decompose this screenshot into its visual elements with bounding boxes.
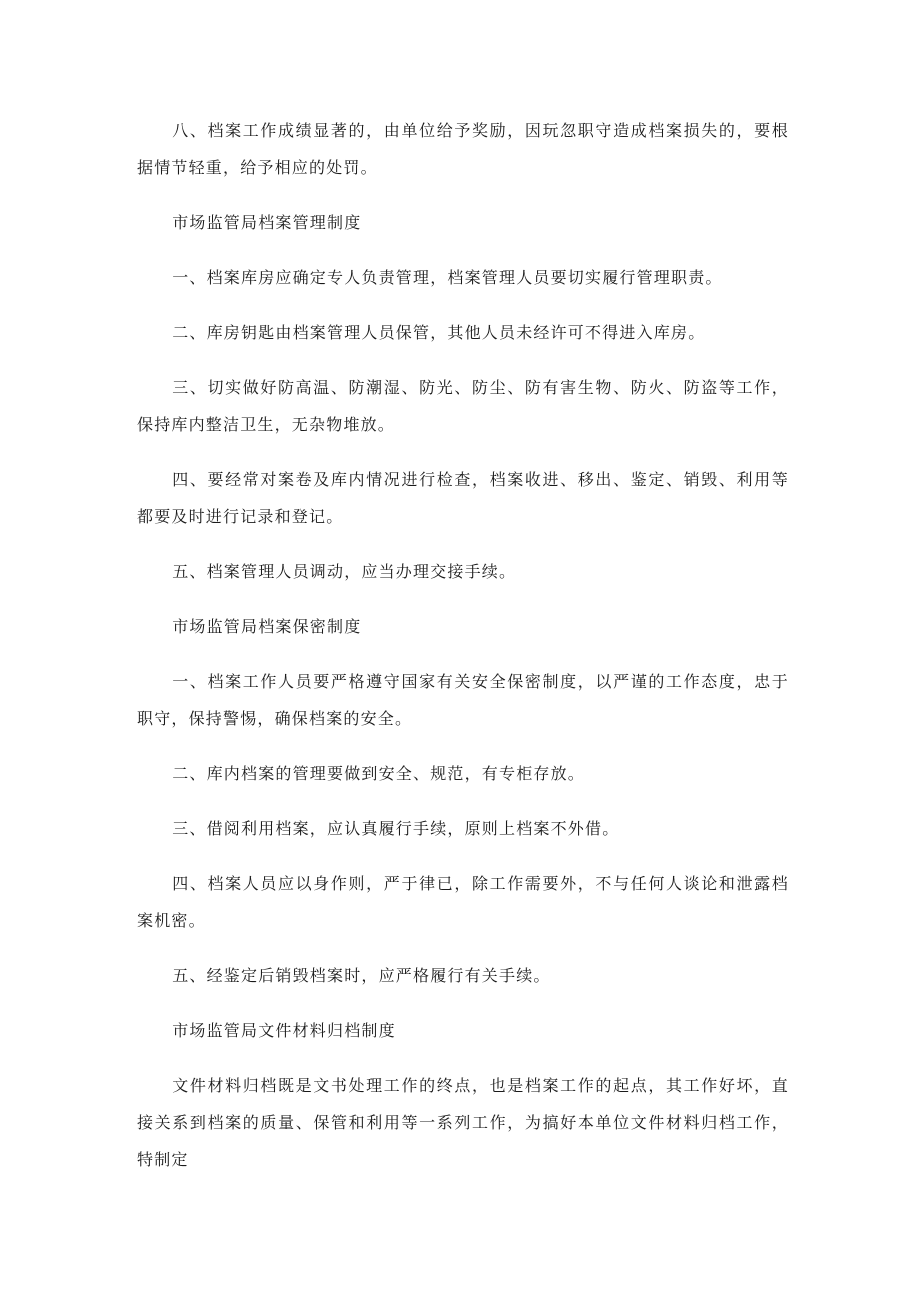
management-item-2: 二、库房钥匙由档案管理人员保管，其他人员未经许可不得进入库房。 bbox=[172, 323, 706, 342]
confidentiality-item-4: 四、档案人员应以身作则，严于律已，除工作需要外，不与任何人谈论和泄露档案机密。 bbox=[137, 874, 789, 930]
management-item-4: 四、要经常对案卷及库内情况进行检查，档案收进、移出、鉴定、销毁、利用等都要及时进行记录和登记。 bbox=[137, 470, 789, 526]
section-title-confidentiality: 市场监管局档案保密制度 bbox=[172, 617, 362, 636]
management-item-5: 五、档案管理人员调动，应当办理交接手续。 bbox=[172, 562, 517, 581]
confidentiality-item-3: 三、借阅利用档案，应认真履行手续，原则上档案不外借。 bbox=[172, 819, 620, 838]
section-title-filing: 市场监管局文件材料归档制度 bbox=[172, 1021, 396, 1040]
document-body bbox=[137, 112, 789, 1196]
paragraph-item-eight: 八、档案工作成绩显著的，由单位给予奖励，因玩忽职守造成档案损失的，要根据情节轻重，给予相应的处罚。 bbox=[137, 121, 789, 177]
confidentiality-item-2: 二、库内档案的管理要做到安全、规范，有专柜存放。 bbox=[172, 764, 585, 783]
confidentiality-item-5: 五、经鉴定后销毁档案时，应严格履行有关手续。 bbox=[172, 966, 551, 985]
management-item-1: 一、档案库房应确定专人负责管理，档案管理人员要切实履行管理职责。 bbox=[172, 268, 723, 287]
filing-intro-paragraph: 文件材料归档既是文书处理工作的终点，也是档案工作的起点，其工作好坏，直接关系到档案的质量、保管和利用等一系列工作，为搞好本单位文件材料归档工作，特制定 bbox=[137, 1076, 789, 1169]
management-item-3: 三、切实做好防高温、防潮湿、防光、防尘、防有害生物、防火、防盗等工作，保持库内整洁卫生，无杂物堆放。 bbox=[137, 378, 789, 434]
confidentiality-item-1: 一、档案工作人员要严格遵守国家有关安全保密制度，以严谨的工作态度，忠于职守，保持警惕，确保档案的安全。 bbox=[137, 672, 789, 728]
section-title-management: 市场监管局档案管理制度 bbox=[172, 213, 362, 232]
